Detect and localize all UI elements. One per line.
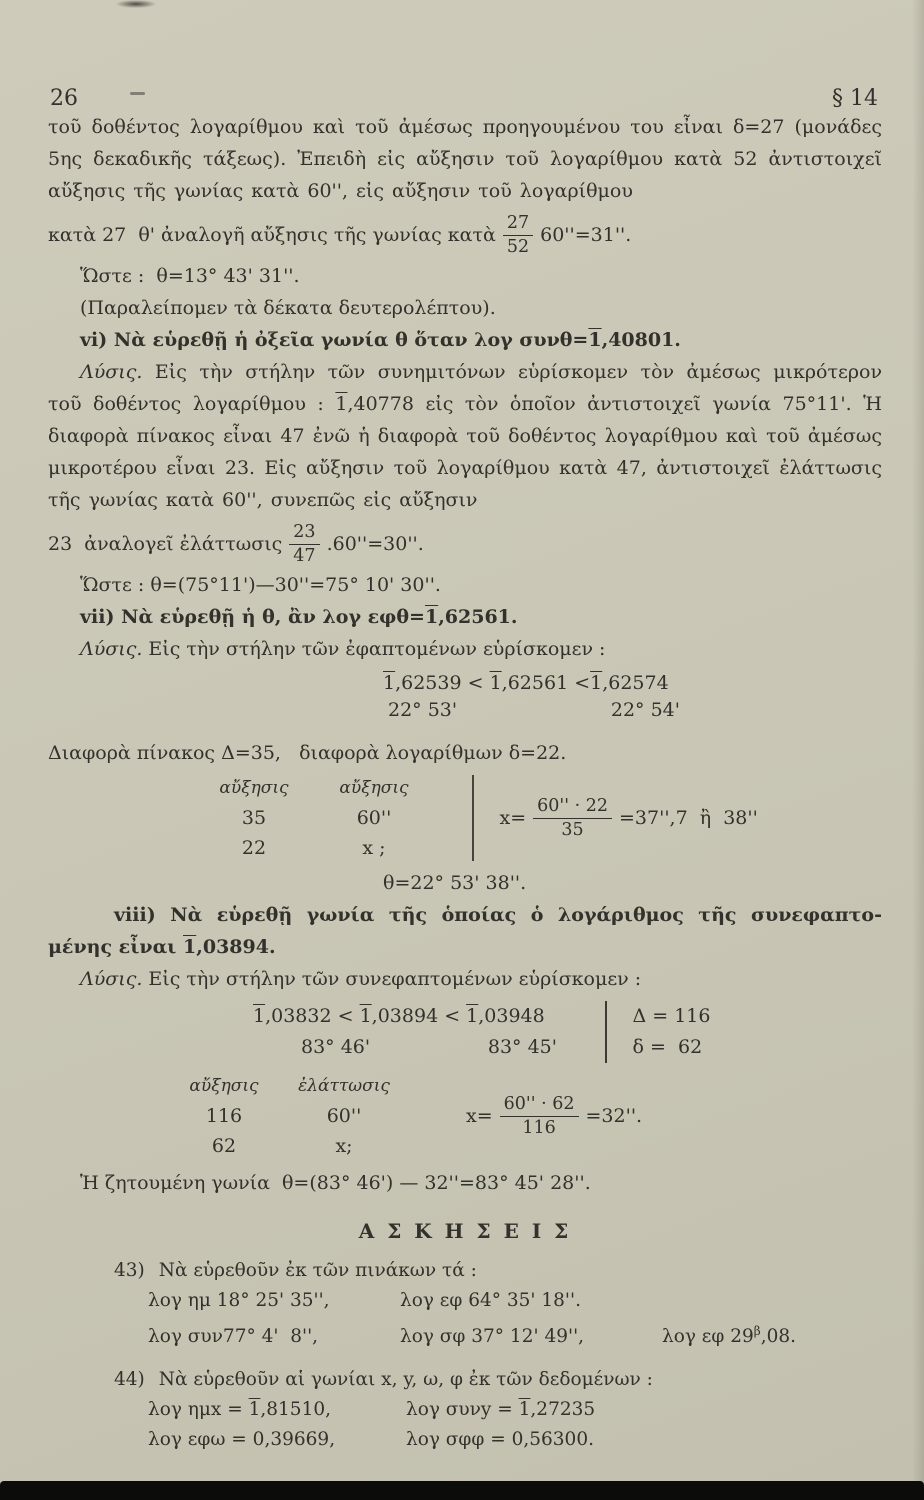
fraction-numerator: 27 bbox=[503, 213, 533, 235]
exercise-44-row2 bbox=[148, 1425, 882, 1455]
result-text: Ἡ ζητουμένη γωνία θ=(83° 46') — 32''=83° 45' 28''. bbox=[80, 1172, 591, 1194]
log-mantissa: ,62561. bbox=[438, 606, 518, 628]
log-mantissa: ,81510, bbox=[260, 1399, 332, 1421]
solution-label: Λύσις. bbox=[80, 361, 143, 383]
solution-vi-text-b: ,40778 εἰς τὸν ὁποῖον ἀντιστοιχεῖ γωνία 75°11'. Ἡ διαφορὰ πίνακος εἶναι 47 ἐνῶ ἡ διαφορὰ τοῦ δοθέντος λογαρίθμου καὶ τοῦ ἀμέσως μικροτέρου εἶναι 23. Εἰς αὔξησιν τοῦ λογαρίθμου κατὰ 47, ἀντιστοιχεῖ ἐλάττωσις τῆς γωνίας κατὰ 60'', συνεπῶς εἰς αὔξησιν bbox=[48, 393, 882, 511]
log-expression-grades bbox=[662, 1316, 796, 1352]
log-mantissa: ,27235 bbox=[530, 1399, 596, 1421]
solution-vi-text-a: Εἰς τὴν στήλην τῶν συνημιτόνων εὑρίσκομεν τὸν ἀμέσως μικρότερον τοῦ δοθέντος λογαρίθμου : bbox=[48, 361, 882, 415]
grade-superscript: β bbox=[753, 1324, 761, 1338]
page-number: 26 bbox=[50, 86, 78, 111]
log-characteristic: 1 bbox=[383, 672, 396, 694]
proportion-table bbox=[168, 1072, 408, 1161]
equation-prefix: x= bbox=[466, 1105, 493, 1127]
inequality-column bbox=[253, 1001, 595, 1063]
equation-suffix: =37'',7 ἢ 38'' bbox=[619, 807, 758, 829]
note-text: (Παραλείπομεν τὰ δέκατα δευτερολέπτου). bbox=[80, 297, 496, 319]
log-expression-text: ,08. bbox=[760, 1326, 797, 1348]
problem-vii-text: vii) Νὰ εὑρεθῇ ἡ θ, ἂν λογ εφθ= bbox=[80, 606, 425, 628]
table-difference: Δ = 116 bbox=[632, 1005, 711, 1027]
log-expression-text: λογ εφ 29 bbox=[662, 1326, 754, 1348]
table-cell: x; bbox=[335, 1134, 353, 1157]
log-characteristic: 1 bbox=[588, 329, 602, 351]
log-characteristic: 1 bbox=[253, 1005, 266, 1027]
log-characteristic: 1 bbox=[183, 936, 197, 958]
log-characteristic: 1 bbox=[489, 672, 502, 694]
log-expression: λογ συν77° 4' 8'', bbox=[148, 1326, 319, 1348]
fraction-numerator: 60'' · 62 bbox=[500, 1094, 579, 1116]
log-characteristic: 1 bbox=[248, 1399, 261, 1421]
solution-label: Λύσις. bbox=[80, 968, 143, 990]
scan-artifact-dash bbox=[130, 92, 145, 95]
angle-left: 22° 53' bbox=[388, 699, 458, 721]
log-characteristic: 1 bbox=[590, 672, 603, 694]
fraction-equation bbox=[500, 1094, 579, 1137]
difference-line-vii bbox=[48, 737, 882, 769]
log-mantissa: ,40801. bbox=[601, 329, 681, 351]
proportion-block-viii bbox=[168, 1071, 882, 1161]
log-inequality-vii bbox=[383, 667, 882, 699]
conclusion-text: Ὥστε : θ=13° 43' 31''. bbox=[80, 265, 300, 287]
angle-left: 83° 46' bbox=[301, 1036, 371, 1058]
conclusion-line-vi bbox=[48, 569, 882, 601]
fraction-23-47 bbox=[289, 522, 319, 565]
table-cell: 116 bbox=[205, 1104, 243, 1127]
vertical-rule bbox=[472, 775, 474, 861]
fraction-numerator: 60'' · 22 bbox=[533, 796, 612, 818]
equation-suffix: =32''. bbox=[585, 1105, 643, 1127]
fraction-numerator: 23 bbox=[289, 522, 319, 544]
equation-before-text: κατὰ 27 θ' ἀναλογῆ αὔξησις τῆς γωνίας κατὰ bbox=[48, 224, 496, 246]
page-edge-shade bbox=[912, 0, 924, 1500]
fraction-27-52 bbox=[503, 213, 533, 256]
interpolation-equation-viii bbox=[466, 1094, 642, 1137]
exercise-text: Νὰ εὑρεθοῦν ἐκ τῶν πινάκων τά : bbox=[158, 1260, 477, 1281]
angle-right: 22° 54' bbox=[610, 699, 680, 721]
exercise-43-row2 bbox=[148, 1316, 882, 1352]
fraction-denominator: 47 bbox=[293, 545, 316, 566]
equation-after-text: .60''=30''. bbox=[326, 533, 424, 555]
log-expression: λογ σφφ = 0,56300. bbox=[406, 1429, 594, 1451]
log-expression-text: λογ συνy = bbox=[406, 1399, 519, 1421]
exercise-43-heading bbox=[114, 1256, 882, 1286]
log-expression bbox=[148, 1395, 406, 1425]
intro-text: τοῦ δοθέντος λογαρίθμου καὶ τοῦ ἀμέσως προηγουμένου του εἶναι δ=27 (μονάδες 5ης δεκαδικῆς τάξεως). Ἐπειδὴ εἰς αὔξησιν τοῦ λογαρίθμου κατὰ 52 ἀντιστοιχεῖ αὔξησις τῆς γωνίας κατὰ 60'', εἰς αὔξησιν τοῦ λογαρίθμου bbox=[48, 116, 882, 202]
parenthetical-note bbox=[48, 292, 882, 324]
log-expression: λογ ημ 18° 25' 35'', bbox=[148, 1290, 330, 1311]
log-value: ,03894 bbox=[371, 1005, 439, 1027]
log-characteristic: 1 bbox=[518, 1399, 531, 1421]
equation-prefix: x= bbox=[499, 807, 527, 829]
section-mark: § 14 bbox=[832, 86, 878, 111]
fraction-denominator: 52 bbox=[506, 236, 530, 257]
problem-viii-text: μένης εἶναι bbox=[48, 936, 183, 958]
conclusion-text: Ὥστε : θ=(75°11')—30''=75° 10' 30''. bbox=[80, 574, 441, 596]
log-value: ,03832 bbox=[265, 1005, 332, 1027]
column-header: αὔξησις bbox=[189, 1075, 259, 1096]
log-expression: λογ εφω = 0,39669, bbox=[148, 1429, 336, 1451]
solution-vii-text: Εἰς τὴν στήλην τῶν ἐφαπτομένων εὑρίσκομεν : bbox=[142, 638, 606, 660]
less-than-sign: < bbox=[568, 672, 591, 694]
difference-column bbox=[607, 1001, 711, 1063]
proportion-block-vii bbox=[198, 773, 882, 863]
problem-viii-text: viii) Νὰ εὑρεθῇ γωνία τῆς ὁποίας ὁ λογάριθμος τῆς συνεφαπτο- bbox=[114, 904, 882, 926]
column-header: αὔξησις bbox=[339, 777, 409, 798]
fraction-equation bbox=[533, 796, 612, 839]
table-cell: 60'' bbox=[356, 806, 392, 829]
solution-vi-paragraph bbox=[48, 356, 882, 516]
log-expression: λογ σφ 37° 12' 49'', bbox=[400, 1326, 585, 1348]
angle-right: 83° 45' bbox=[487, 1036, 557, 1058]
angle-values-vii bbox=[388, 699, 680, 729]
fraction-denominator: 35 bbox=[561, 819, 584, 840]
table-cell: 35 bbox=[241, 806, 267, 829]
log-value: ,03948 bbox=[478, 1005, 545, 1027]
log-inequality-viii bbox=[253, 1001, 882, 1063]
less-than-sign: < bbox=[461, 672, 490, 694]
scan-bottom-bar bbox=[0, 1481, 924, 1500]
interpolation-line-intro bbox=[48, 210, 882, 260]
exercise-number: 43) bbox=[114, 1260, 145, 1281]
log-difference: δ = 62 bbox=[632, 1036, 703, 1058]
problem-vi-heading bbox=[48, 324, 882, 356]
scan-artifact-top bbox=[116, 0, 156, 8]
exercise-44-heading bbox=[114, 1365, 882, 1395]
proportion-table bbox=[198, 774, 438, 863]
result-vii bbox=[383, 867, 882, 899]
column-header: αὔξησις bbox=[219, 777, 289, 798]
log-value: ,62561 bbox=[501, 672, 569, 694]
log-characteristic: 1 bbox=[466, 1005, 479, 1027]
log-expression: λογ εφ 64° 35' 18''. bbox=[400, 1290, 581, 1311]
problem-vi-text: vi) Νὰ εὑρεθῇ ἡ ὀξεῖα γωνία θ ὅταν λογ συνθ= bbox=[80, 329, 589, 351]
exercise-43-row1 bbox=[148, 1286, 882, 1316]
problem-viii-heading-line1 bbox=[48, 899, 882, 931]
table-cell: x ; bbox=[362, 836, 386, 859]
log-value: ,62574 bbox=[602, 672, 669, 694]
page-body bbox=[0, 111, 924, 1455]
solution-viii-intro bbox=[48, 963, 882, 995]
less-than-sign: < bbox=[438, 1005, 467, 1027]
log-expression-text: λογ ημx = bbox=[148, 1399, 249, 1421]
fraction-denominator: 116 bbox=[522, 1117, 556, 1138]
exercise-number: 44) bbox=[114, 1369, 145, 1391]
problem-viii-heading-line2 bbox=[48, 931, 882, 963]
difference-text: Διαφορὰ πίνακος Δ=35, διαφορὰ λογαρίθμων δ=22. bbox=[48, 742, 567, 764]
log-characteristic: 1 bbox=[359, 1005, 372, 1027]
solution-viii-text: Εἰς τὴν στήλην τῶν συνεφαπτομένων εὑρίσκομεν : bbox=[142, 968, 642, 990]
conclusion-line-intro bbox=[48, 260, 882, 292]
result-text: θ=22° 53' 38''. bbox=[383, 872, 527, 894]
log-expression bbox=[406, 1395, 595, 1425]
column-header: ἐλάττωσις bbox=[298, 1075, 390, 1096]
interpolation-line-vi bbox=[48, 519, 882, 569]
exercises-title: Α Σ Κ Η Σ Ε Ι Σ bbox=[358, 1219, 572, 1243]
intro-paragraph bbox=[48, 111, 882, 207]
log-characteristic: 1 bbox=[335, 393, 348, 415]
inequality-row bbox=[253, 1001, 595, 1032]
problem-vii-heading bbox=[48, 601, 882, 633]
exercise-44-row1 bbox=[148, 1395, 882, 1425]
less-than-sign: < bbox=[331, 1005, 360, 1027]
result-viii bbox=[48, 1167, 882, 1199]
angle-values-viii bbox=[253, 1032, 595, 1063]
exercise-text: Νὰ εὑρεθοῦν αἱ γωνίαι x, y, ω, φ ἐκ τῶν δεδομένων : bbox=[158, 1369, 653, 1391]
table-cell: 22 bbox=[241, 836, 267, 859]
equation-after-text: 60''=31''. bbox=[540, 224, 632, 246]
log-value: ,62539 bbox=[395, 672, 462, 694]
solution-label: Λύσις. bbox=[80, 638, 143, 660]
log-characteristic: 1 bbox=[424, 606, 439, 628]
log-mantissa: ,03894. bbox=[196, 936, 276, 958]
interpolation-equation-vii bbox=[500, 796, 758, 839]
table-cell: 60'' bbox=[326, 1104, 362, 1127]
equation-before-text: 23 ἀναλογεῖ ἐλάττωσις bbox=[48, 533, 283, 555]
table-cell: 62 bbox=[211, 1134, 237, 1157]
solution-vii-intro bbox=[48, 633, 882, 665]
